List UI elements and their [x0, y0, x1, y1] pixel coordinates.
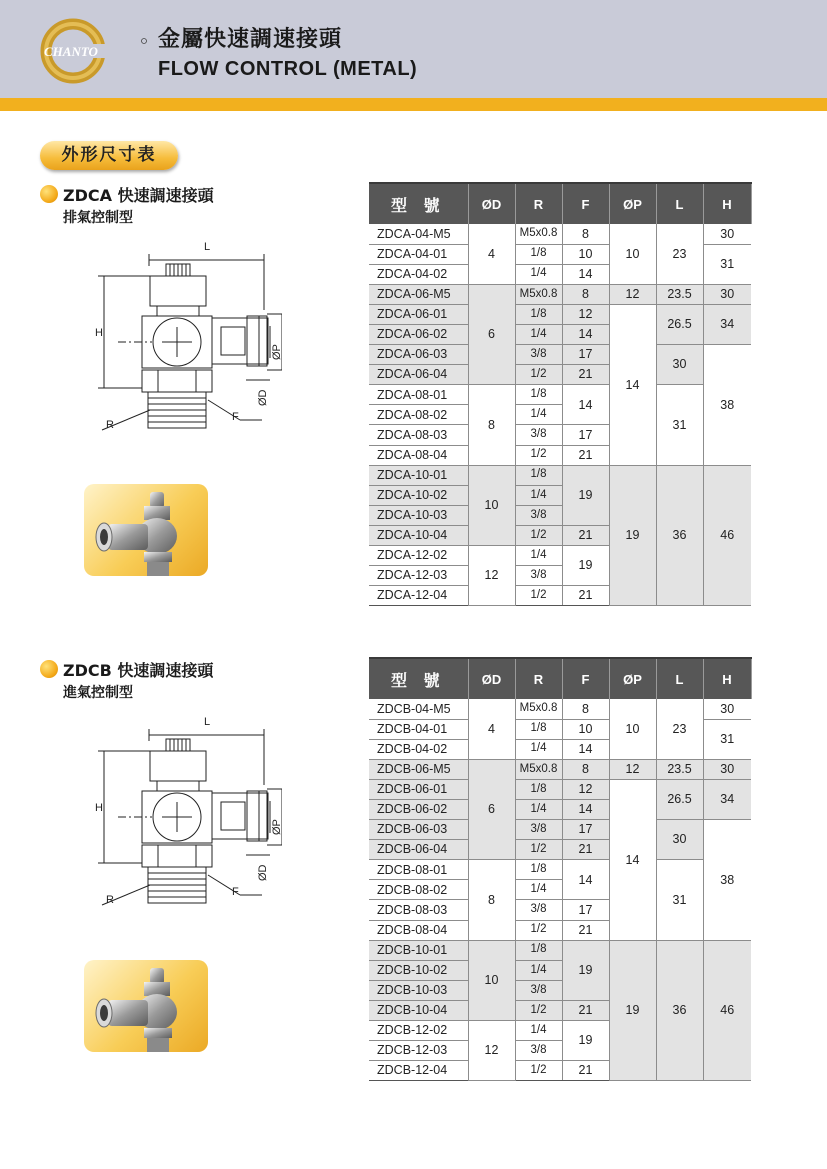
- table-row: [369, 385, 751, 405]
- table-row: [369, 224, 751, 244]
- f-cell: 17: [562, 425, 609, 445]
- r-cell: 1/4: [515, 1021, 562, 1041]
- table-row: [369, 860, 751, 880]
- r-cell: M5x0.8: [515, 759, 562, 779]
- h-cell: 46: [703, 465, 751, 606]
- table-row: [369, 820, 751, 840]
- f-cell: 14: [562, 385, 609, 425]
- p-cell: 19: [609, 940, 656, 1081]
- l-cell: 23.5: [656, 284, 703, 304]
- f-cell: 14: [562, 799, 609, 819]
- f-cell: 14: [562, 324, 609, 344]
- f-cell: 21: [562, 1000, 609, 1020]
- r-cell: 1/4: [515, 324, 562, 344]
- column-header-d: ØD: [468, 658, 515, 699]
- d-cell: 10: [468, 940, 515, 1020]
- f-cell: 8: [562, 224, 609, 244]
- column-header-model: 型 號: [369, 658, 468, 699]
- model-cell: ZDCB-04-02: [369, 739, 468, 759]
- l-cell: 26.5: [656, 304, 703, 344]
- f-cell: 19: [562, 1021, 609, 1061]
- model-cell: ZDCA-06-03: [369, 345, 468, 365]
- dim-label-l: L: [204, 241, 211, 253]
- r-cell: 1/8: [515, 385, 562, 405]
- d-cell: 12: [468, 546, 515, 606]
- f-cell: 14: [562, 739, 609, 759]
- r-cell: 1/2: [515, 445, 562, 465]
- h-cell: 30: [703, 759, 751, 779]
- f-cell: 17: [562, 900, 609, 920]
- f-cell: 8: [562, 699, 609, 719]
- r-cell: 1/4: [515, 960, 562, 980]
- table-header-row: [369, 658, 751, 699]
- p-cell: 12: [609, 759, 656, 779]
- f-cell: 21: [562, 1061, 609, 1081]
- model-cell: ZDCB-08-03: [369, 900, 468, 920]
- h-cell: 34: [703, 304, 751, 344]
- dim-label-d: ØD: [257, 389, 269, 406]
- model-cell: ZDCB-12-02: [369, 1021, 468, 1041]
- p-cell: 14: [609, 779, 656, 940]
- r-cell: 1/2: [515, 840, 562, 860]
- model-cell: ZDCA-04-02: [369, 264, 468, 284]
- r-cell: 3/8: [515, 425, 562, 445]
- r-cell: M5x0.8: [515, 699, 562, 719]
- model-cell: ZDCB-10-04: [369, 1000, 468, 1020]
- l-cell: 30: [656, 345, 703, 385]
- dim-label-d: ØD: [257, 864, 269, 881]
- page-title-chinese: 金屬快速調速接頭: [158, 27, 343, 52]
- model-cell: ZDCB-10-02: [369, 960, 468, 980]
- model-cell: ZDCA-08-03: [369, 425, 468, 445]
- f-cell: 10: [562, 719, 609, 739]
- dimension-drawing-zdca: [92, 230, 282, 440]
- model-cell: ZDCA-04-01: [369, 244, 468, 264]
- dimension-drawing-zdcb: [92, 705, 282, 915]
- model-cell: ZDCB-08-02: [369, 880, 468, 900]
- f-cell: 21: [562, 445, 609, 465]
- model-cell: ZDCB-06-03: [369, 820, 468, 840]
- model-cell: ZDCA-08-01: [369, 385, 468, 405]
- r-cell: 1/4: [515, 739, 562, 759]
- f-cell: 17: [562, 345, 609, 365]
- f-cell: 10: [562, 244, 609, 264]
- r-cell: 1/8: [515, 304, 562, 324]
- section-title-zdca: ZDCA 快速調速接頭: [63, 186, 214, 205]
- f-cell: 12: [562, 304, 609, 324]
- d-cell: 12: [468, 1021, 515, 1081]
- column-header-d: ØD: [468, 183, 515, 224]
- r-cell: 3/8: [515, 566, 562, 586]
- model-cell: ZDCA-04-M5: [369, 224, 468, 244]
- p-cell: 14: [609, 304, 656, 465]
- d-cell: 6: [468, 284, 515, 384]
- d-cell: 4: [468, 224, 515, 284]
- model-cell: ZDCB-08-04: [369, 920, 468, 940]
- d-cell: 6: [468, 759, 515, 859]
- r-cell: 1/4: [515, 880, 562, 900]
- r-cell: 1/2: [515, 1000, 562, 1020]
- l-cell: 23: [656, 224, 703, 284]
- column-header-f: F: [562, 183, 609, 224]
- r-cell: 1/4: [515, 799, 562, 819]
- p-cell: 19: [609, 465, 656, 606]
- dimension-table-badge: 外形尺寸表: [40, 141, 178, 170]
- f-cell: 21: [562, 365, 609, 385]
- r-cell: M5x0.8: [515, 284, 562, 304]
- l-cell: 23: [656, 699, 703, 759]
- d-cell: 10: [468, 465, 515, 545]
- dim-label-r: R: [106, 894, 114, 906]
- l-cell: 31: [656, 860, 703, 940]
- l-cell: 30: [656, 820, 703, 860]
- r-cell: 1/2: [515, 365, 562, 385]
- model-cell: ZDCA-10-02: [369, 485, 468, 505]
- spec-table-zdcb: [369, 657, 752, 1081]
- logo-text: CHANTO: [44, 44, 98, 59]
- model-cell: ZDCB-04-M5: [369, 699, 468, 719]
- r-cell: 1/2: [515, 920, 562, 940]
- table-row: [369, 940, 751, 960]
- f-cell: 21: [562, 840, 609, 860]
- dim-label-f: F: [232, 886, 239, 898]
- r-cell: 1/8: [515, 860, 562, 880]
- l-cell: 36: [656, 465, 703, 606]
- model-cell: ZDCA-12-04: [369, 586, 468, 606]
- d-cell: 8: [468, 385, 515, 465]
- model-cell: ZDCB-06-02: [369, 799, 468, 819]
- model-cell: ZDCA-06-M5: [369, 284, 468, 304]
- f-cell: 12: [562, 779, 609, 799]
- f-cell: 21: [562, 525, 609, 545]
- table-row: [369, 759, 751, 779]
- r-cell: 3/8: [515, 505, 562, 525]
- f-cell: 19: [562, 465, 609, 525]
- f-cell: 19: [562, 940, 609, 1000]
- r-cell: 1/8: [515, 244, 562, 264]
- model-cell: ZDCA-06-01: [369, 304, 468, 324]
- column-header-l: L: [656, 658, 703, 699]
- model-cell: ZDCB-06-01: [369, 779, 468, 799]
- column-header-h: H: [703, 183, 751, 224]
- dim-label-f: F: [232, 411, 239, 423]
- section-subtitle-zdca: 排氣控制型: [63, 210, 133, 226]
- dim-label-l: L: [204, 716, 211, 728]
- table-row: [369, 699, 751, 719]
- r-cell: 3/8: [515, 345, 562, 365]
- f-cell: 19: [562, 546, 609, 586]
- l-cell: 36: [656, 940, 703, 1081]
- model-cell: ZDCA-12-02: [369, 546, 468, 566]
- f-cell: 14: [562, 264, 609, 284]
- r-cell: 1/2: [515, 586, 562, 606]
- column-header-l: L: [656, 183, 703, 224]
- table-row: [369, 304, 751, 324]
- r-cell: 1/2: [515, 1061, 562, 1081]
- model-cell: ZDCB-08-01: [369, 860, 468, 880]
- column-header-p: ØP: [609, 658, 656, 699]
- h-cell: 30: [703, 224, 751, 244]
- column-header-p: ØP: [609, 183, 656, 224]
- model-cell: ZDCB-10-03: [369, 980, 468, 1000]
- model-cell: ZDCA-06-04: [369, 365, 468, 385]
- model-cell: ZDCA-06-02: [369, 324, 468, 344]
- table-row: [369, 284, 751, 304]
- model-cell: ZDCA-10-03: [369, 505, 468, 525]
- spec-table-zdca: [369, 182, 752, 606]
- table-row: [369, 465, 751, 485]
- r-cell: 1/4: [515, 546, 562, 566]
- r-cell: 1/4: [515, 405, 562, 425]
- r-cell: 1/8: [515, 465, 562, 485]
- r-cell: 1/4: [515, 264, 562, 284]
- l-cell: 23.5: [656, 759, 703, 779]
- column-header-f: F: [562, 658, 609, 699]
- p-cell: 10: [609, 224, 656, 284]
- r-cell: 1/8: [515, 940, 562, 960]
- p-cell: 12: [609, 284, 656, 304]
- p-cell: 10: [609, 699, 656, 759]
- column-header-r: R: [515, 183, 562, 224]
- f-cell: 8: [562, 284, 609, 304]
- f-cell: 21: [562, 586, 609, 606]
- section-bullet-icon: [40, 185, 58, 203]
- f-cell: 17: [562, 820, 609, 840]
- table-row: [369, 345, 751, 365]
- model-cell: ZDCB-12-04: [369, 1061, 468, 1081]
- dim-label-h: H: [95, 327, 103, 339]
- dim-label-h: H: [95, 802, 103, 814]
- model-cell: ZDCB-12-03: [369, 1041, 468, 1061]
- model-cell: ZDCA-08-02: [369, 405, 468, 425]
- h-cell: 34: [703, 779, 751, 819]
- r-cell: 1/2: [515, 525, 562, 545]
- f-cell: 8: [562, 759, 609, 779]
- r-cell: 3/8: [515, 1041, 562, 1061]
- dim-label-r: R: [106, 419, 114, 431]
- model-cell: ZDCA-08-04: [369, 445, 468, 465]
- section-title-zdcb: ZDCB 快速調速接頭: [63, 661, 214, 680]
- section-bullet-icon: [40, 660, 58, 678]
- model-cell: ZDCB-06-M5: [369, 759, 468, 779]
- column-header-model: 型 號: [369, 183, 468, 224]
- section-subtitle-zdcb: 進氣控制型: [63, 685, 133, 701]
- h-cell: 38: [703, 820, 751, 941]
- column-header-r: R: [515, 658, 562, 699]
- r-cell: 3/8: [515, 900, 562, 920]
- r-cell: M5x0.8: [515, 224, 562, 244]
- h-cell: 31: [703, 244, 751, 284]
- h-cell: 31: [703, 719, 751, 759]
- chanto-logo: [40, 18, 152, 84]
- f-cell: 14: [562, 860, 609, 900]
- model-cell: ZDCB-04-01: [369, 719, 468, 739]
- l-cell: 26.5: [656, 779, 703, 819]
- model-cell: ZDCA-12-03: [369, 566, 468, 586]
- model-cell: ZDCA-10-04: [369, 525, 468, 545]
- f-cell: 21: [562, 920, 609, 940]
- r-cell: 1/8: [515, 779, 562, 799]
- r-cell: 1/4: [515, 485, 562, 505]
- h-cell: 30: [703, 284, 751, 304]
- page-title-english: FLOW CONTROL (METAL): [158, 58, 418, 80]
- column-header-h: H: [703, 658, 751, 699]
- r-cell: 3/8: [515, 980, 562, 1000]
- model-cell: ZDCB-06-04: [369, 840, 468, 860]
- h-cell: 30: [703, 699, 751, 719]
- r-cell: 1/8: [515, 719, 562, 739]
- table-header-row: [369, 183, 751, 224]
- h-cell: 46: [703, 940, 751, 1081]
- header-accent-bar: [0, 98, 827, 111]
- product-photo-zdca: [84, 484, 208, 576]
- r-cell: 3/8: [515, 820, 562, 840]
- d-cell: 4: [468, 699, 515, 759]
- model-cell: ZDCA-10-01: [369, 465, 468, 485]
- table-row: [369, 779, 751, 799]
- product-photo-zdcb: [84, 960, 208, 1052]
- dim-label-p: ØP: [271, 344, 282, 360]
- l-cell: 31: [656, 385, 703, 465]
- d-cell: 8: [468, 860, 515, 940]
- dim-label-p: ØP: [271, 819, 282, 835]
- model-cell: ZDCB-10-01: [369, 940, 468, 960]
- h-cell: 38: [703, 345, 751, 466]
